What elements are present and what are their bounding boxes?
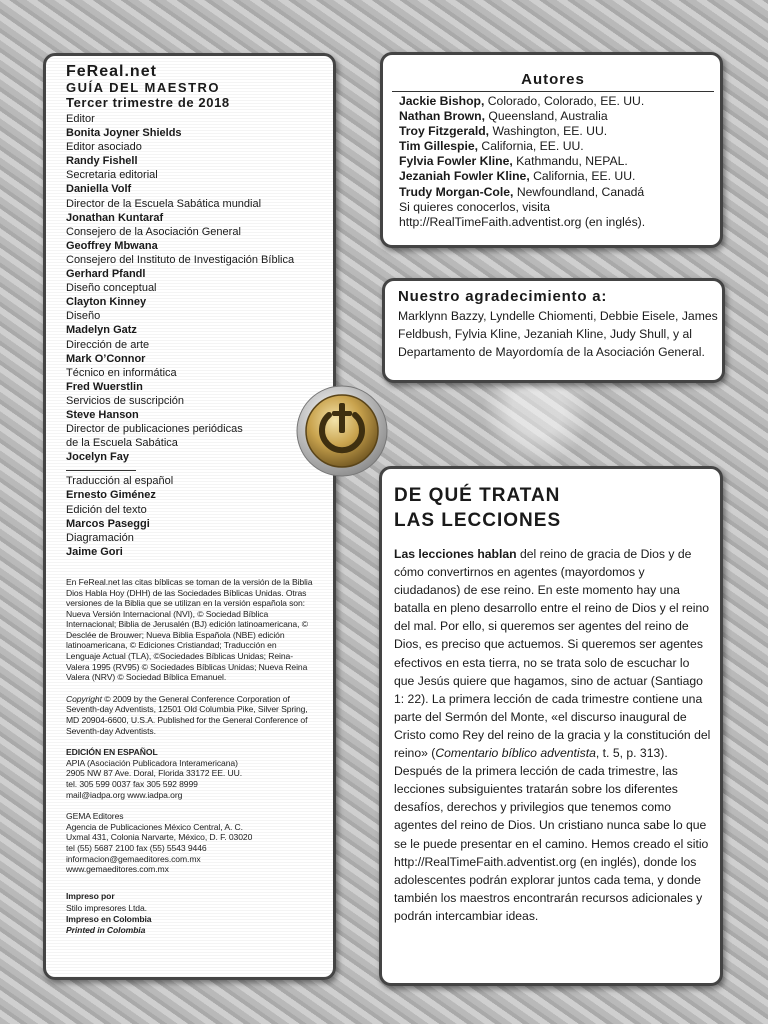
author-entry [399, 139, 706, 154]
staff-name: Geoffrey Mbwana [66, 239, 158, 252]
author-entry [399, 109, 706, 124]
divider [66, 470, 136, 471]
staff-role: Editor [66, 113, 95, 125]
thanks-heading: Nuestro agradecimiento a: [398, 288, 608, 305]
power-cross-emblem-icon [296, 385, 388, 477]
printer-name: Stilo impresores Ltda. [66, 903, 147, 914]
bible-versions-note: En FeReal.net las citas bíblicas se toman de la versión de la Biblia Dios Habla Hoy (DHH) de las Sociedades Bíblicas Unidas. Otras versiones de la Biblia que se utilizan en la versión española son: Nueva Versión Internacional (NVI), © Sociedad Bíblica Internacional; Biblia de Jerusalén (BJ) edición latinoamericana, © Desclée de Brouwer; Nueva Biblia Española (NBE) edición latinoamericana, © Ediciones Cristiandad; Traducción en Lenguaje Actual (TLA), ©Sociedades Bíblicas Unidas; Reina-Valera 1995 (RV95) © Sociedades Bíblicas Unidas; Nueva Reina Valera (NRV) © Sociedad Bíblica Emanuel. [66, 576, 313, 683]
staff-name: Clayton Kinney [66, 296, 147, 309]
masthead-panel [43, 53, 336, 980]
staff-role: Director de la Escuela Sabática mundial [66, 197, 262, 210]
edition-lines [66, 758, 333, 800]
brand-title: FeReal.net [66, 63, 157, 80]
staff-name: Daniella Volf [66, 183, 132, 196]
edition-line: tel. 305 599 0037 fax 305 592 8999 [66, 779, 198, 789]
authors-list [397, 94, 706, 200]
author-name: Tim Gillespie, [399, 139, 479, 154]
printing-block [66, 891, 333, 935]
gema-line: GEMA Editores [66, 811, 124, 822]
authors-visit-text: Si quieres conocerlos, visita [399, 199, 551, 214]
copyright-label: Copyright [66, 693, 102, 704]
staff-name: Ernesto Giménez [66, 489, 156, 502]
lessons-heading-line1: DE QUÉ TRATAN [394, 485, 561, 506]
copyright-note [66, 694, 333, 736]
author-place: Queensland, Australia [485, 109, 608, 124]
staff-role: Secretaria editorial [66, 169, 158, 182]
staff-name: Jaime Gori [66, 545, 123, 558]
author-place: Newfoundland, Canadá [513, 184, 645, 199]
copyright-text: © 2009 by the General Conference Corporation of Seventh-day Adventists, 12501 Old Columbia Pike, Silver Spring, MD 20904-6600, U.S.A. Published for the General Conference of Seventh-day Adventists. [66, 693, 308, 736]
author-name: Jackie Bishop, [399, 94, 485, 108]
staff-name: Mark O’Connor [66, 352, 146, 365]
lessons-body [394, 545, 720, 925]
lessons-panel [379, 466, 723, 986]
printed-by-label: Impreso por [66, 890, 115, 901]
author-entry [399, 154, 706, 169]
staff-name: Fred Wuerstlin [66, 380, 143, 393]
staff-name: Bonita Joyner Shields [66, 127, 182, 140]
spanish-edition-block [66, 747, 333, 800]
staff-role: Dirección de arte [66, 338, 150, 351]
gema-line: tel (55) 5687 2100 fax (55) 5543 9446 [66, 842, 207, 853]
gema-line: informacion@gemaeditores.com.mx [66, 853, 201, 864]
spanish-staff-list [66, 474, 333, 559]
author-name: Fylvia Fowler Kline, [399, 154, 513, 169]
author-name: Jezaniah Fowler Kline, [399, 169, 530, 184]
staff-role: Técnico en informática [66, 366, 177, 379]
author-entry [399, 185, 706, 200]
edition-title: EDICIÓN EN ESPAÑOL [66, 747, 158, 758]
staff-role: Director de publicaciones periódicas [66, 423, 243, 436]
staff-role: Consejero de la Asociación General [66, 225, 241, 238]
gema-line: Agencia de Publicaciones México Central, A. C. [66, 821, 243, 832]
gema-line: www.gemaeditores.com.mx [66, 864, 169, 875]
author-entry [399, 124, 706, 139]
edition-line: 2905 NW 87 Ave. Doral, Florida 33172 EE. UU. [66, 768, 243, 779]
lessons-body-part2: , t. 5, p. 313). Después de la primera lección de cada trimestre, las lecciones subsiguientes tratarán sobre los diferentes desafíos, derechos y privilegios que tenemos como agentes del reino de Dios. Un cristiano nunca sabe lo que se le puede presentar en el camino. Hemos creado el sitio http://RealTimeFaith.adventist.org (en inglés), donde los adolescentes podrán explorar juntos cada tema, y donde también los maestros encontrarán recursos adicionales y podrán intercambiar ideas. [394, 746, 709, 923]
lessons-body-part1: del reino de gracia de Dios y de cómo convertirnos en agentes (mayordomos y ciudadanos) de ese reino. En este momento hay una batalla en pleno desarrollo entre el reino de Dios y el reino del mal. Por ello, si queremos ser agentes del reino de Dios, es preciso que actuemos. Si queremos ser agentes efectivos en esta tierra, no se trata solo de escuchar lo que Jesús quiere que hagamos, sino de actuar (Santiago 1: 22). La primera lección de cada trimestre contiene una parte del Sermón del Monte, «el discurso inaugural de Cristo como Rey del reino de la gracia y la constitución del reino» ( [394, 547, 711, 761]
staff-role: Consejero del Instituto de Investigación Bíblica [66, 253, 295, 266]
staff-name: Gerhard Pfandl [66, 268, 146, 281]
staff-role: de la Escuela Sabática [66, 437, 178, 450]
author-entry [399, 94, 706, 109]
staff-name: Marcos Paseggi [66, 517, 150, 530]
author-name: Nathan Brown, [399, 109, 485, 124]
author-entry [399, 169, 706, 184]
guide-title: GUÍA DEL MAESTRO [66, 80, 221, 95]
author-place: Kathmandu, NEPAL. [512, 154, 628, 169]
edition-line: APIA (Asociación Publicadora Interamericana) [66, 757, 238, 768]
authors-heading: Autores [392, 71, 714, 92]
staff-name: Jocelyn Fay [66, 451, 129, 464]
staff-name: Steve Hanson [66, 408, 139, 421]
thanks-text: Marklynn Bazzy, Lyndelle Chiomenti, Debbie Eisele, James Feldbush, Fylvia Kline, Jezaniah Kline, Judy Shull, y al Departamento de Mayordomía de la Asociación General. [398, 309, 718, 359]
staff-role: Edición del texto [66, 503, 147, 516]
author-name: Trudy Morgan-Cole, [399, 184, 514, 199]
thanks-panel [382, 278, 725, 383]
author-place: California, EE. UU. [478, 139, 584, 154]
staff-role: Diagramación [66, 531, 134, 544]
author-place: Colorado, Colorado, EE. UU. [484, 94, 645, 108]
staff-role: Editor asociado [66, 141, 142, 154]
author-name: Troy Fitzgerald, [399, 124, 490, 139]
staff-name: Madelyn Gatz [66, 324, 137, 337]
staff-role: Diseño [66, 310, 101, 323]
gema-block [66, 811, 333, 875]
edition-line: mail@iadpa.org www.iadpa.org [66, 789, 183, 800]
printed-in-english: Printed in Colombia [66, 924, 146, 935]
author-place: Washington, EE. UU. [489, 124, 608, 139]
authors-panel [380, 52, 723, 248]
staff-name: Randy Fishell [66, 155, 138, 168]
trimester-title: Tercer trimestre de 2018 [66, 95, 230, 110]
author-place: California, EE. UU. [529, 169, 636, 184]
lessons-reference: Comentario bíblico adventista [435, 746, 596, 761]
printed-in-label: Impreso en Colombia [66, 913, 152, 924]
lessons-lead: Las lecciones hablan [394, 547, 517, 561]
staff-name: Jonathan Kuntaraf [66, 211, 164, 224]
staff-role: Diseño conceptual [66, 282, 157, 295]
staff-role: Traducción al español [66, 475, 174, 488]
authors-visit-link[interactable]: http://RealTimeFaith.adventist.org (en inglés). [399, 214, 646, 229]
lessons-heading-line2: LAS LECCIONES [394, 510, 562, 531]
staff-role: Servicios de suscripción [66, 394, 184, 407]
gema-line: Uxmal 431, Colonia Narvarte, México, D. F. 03020 [66, 832, 253, 843]
staff-list [66, 112, 333, 464]
